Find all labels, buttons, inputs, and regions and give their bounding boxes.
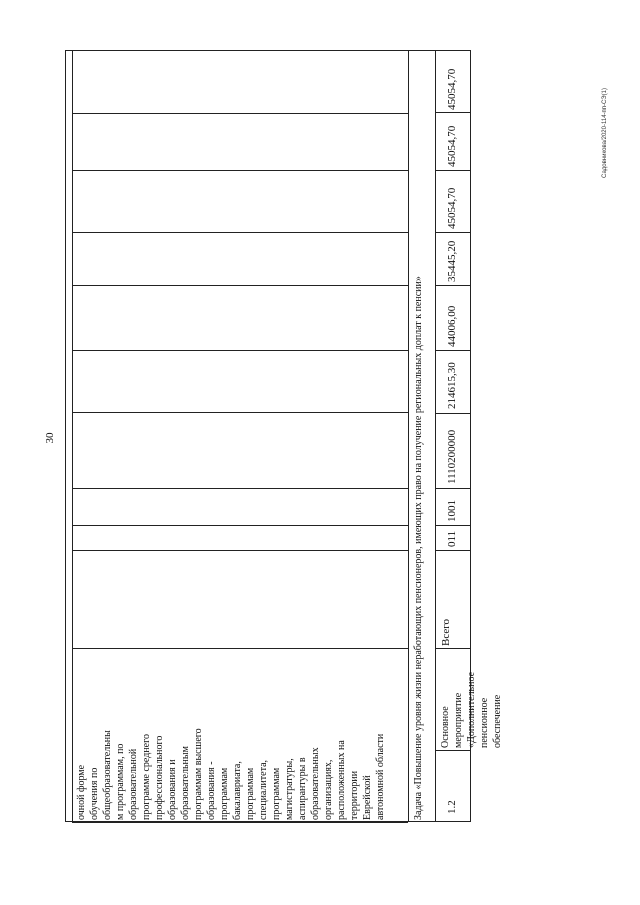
item-year-2: 35445,20	[446, 240, 458, 282]
item-rzpr: 1001	[446, 500, 458, 522]
table-border-top	[65, 50, 471, 51]
continuation-text: очной форме обучения по общеобразовательны м программам, по образовательной программе среднего профессионального образования и образовательным программам высшего образования - программам бакалавриата, программам специалитета, программам магистратуры, аспирантуры в образовательных организациях, расположенных на территории Еврейской автономной области	[76, 728, 386, 820]
column-divider	[435, 285, 471, 286]
row-divider	[408, 50, 409, 822]
column-divider	[72, 648, 408, 649]
rotated-table	[65, 50, 503, 822]
document-code: Садовникова/2020-114-пп-СЭ(1)	[602, 88, 608, 178]
item-source: Всего	[440, 619, 452, 646]
row-divider	[435, 50, 436, 822]
column-divider	[72, 113, 408, 114]
column-divider	[435, 488, 471, 489]
column-divider	[72, 488, 408, 489]
column-divider	[435, 525, 471, 526]
item-year-1: 44006,00	[446, 305, 458, 347]
column-divider	[435, 413, 471, 414]
item-name: Основное мероприятие «Дополнительное пенсионное обеспечение	[440, 671, 503, 748]
column-divider	[435, 750, 471, 751]
item-number: 1.2	[446, 800, 458, 814]
item-year-3: 45054,70	[446, 187, 458, 229]
task-title: Задача «Повышение уровня жизни неработающих пенсионеров, имеющих право на получение региональных доплат к пенсии»	[413, 276, 424, 820]
column-divider	[435, 350, 471, 351]
table-border-left	[65, 50, 66, 822]
column-divider	[72, 822, 408, 823]
column-divider	[72, 525, 408, 526]
column-divider	[435, 112, 471, 113]
row-divider	[72, 50, 73, 822]
item-year-5: 45054,70	[446, 68, 458, 110]
column-divider	[72, 350, 408, 351]
column-divider	[435, 550, 471, 551]
column-divider	[72, 550, 408, 551]
column-divider	[435, 232, 471, 233]
item-csr: 1110200000	[446, 429, 458, 484]
column-divider	[72, 412, 408, 413]
page-number: 30	[44, 432, 56, 444]
item-total: 214615,30	[446, 362, 458, 409]
column-divider	[435, 170, 471, 171]
column-divider	[72, 232, 408, 233]
item-grbs: 011	[446, 530, 458, 547]
column-divider	[72, 285, 408, 286]
column-divider	[72, 170, 408, 171]
item-year-4: 45054,70	[446, 125, 458, 167]
